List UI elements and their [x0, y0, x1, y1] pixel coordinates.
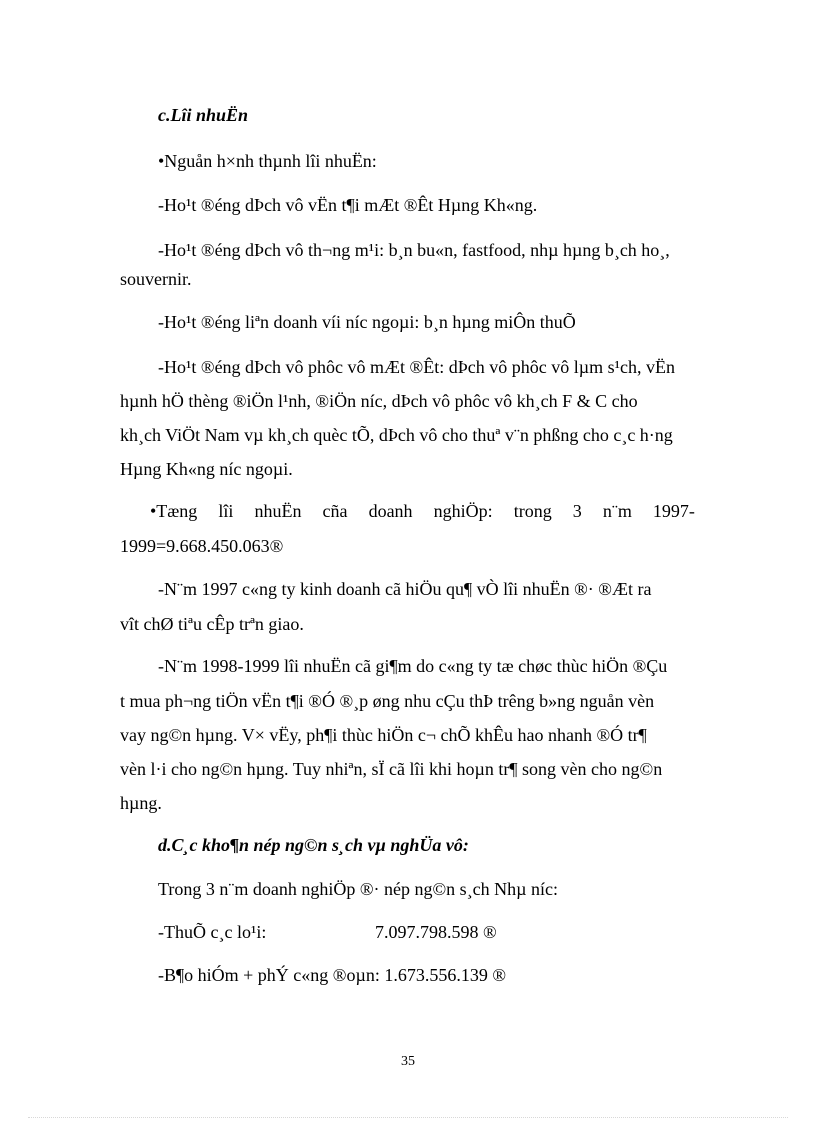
- total-profit-value: 1999=9.668.450.063®: [120, 536, 284, 556]
- para-1998-cont: vay ng©n hµng. V× vËy, ph¶i thùc hiÖn c¬ chÕ khÊu hao nhanh ®Ó tr¶: [120, 725, 647, 745]
- list-item-joint-venture: -Ho¹t ®éng liªn doanh víi níc ngoµi: b¸n hµng miÔn thuÕ: [158, 312, 576, 332]
- word: trong: [513, 501, 552, 521]
- list-item-trade-cont: souvernir.: [120, 269, 192, 289]
- heading-profit: c.Lîi nhuËn: [158, 105, 249, 125]
- word: nghiÖp:: [433, 501, 493, 521]
- word: •Tæng: [150, 501, 198, 521]
- para-1998-cont: vèn l·i cho ng©n hµng. Tuy nhiªn, sÏ cã lîi khi hoµn tr¶ song vèn cho ng©n: [120, 759, 663, 779]
- bullet-total-profit: [150, 500, 695, 522]
- word: 1997-: [652, 501, 695, 521]
- word: doanh: [368, 501, 413, 521]
- word: n¨m: [602, 501, 632, 521]
- list-item-trade: -Ho¹t ®éng dÞch vô th¬ng m¹i: b¸n bu«n, fastfood, nhµ hµng b¸ch ho¸,: [158, 240, 670, 260]
- word: nhuËn: [254, 501, 302, 521]
- para-1998-cont: t mua ph¬ng tiÖn vËn t¶i ®Ó ®¸p øng nhu cÇu thÞ trêng b»ng nguån vèn: [120, 691, 655, 711]
- page-bottom-divider: [28, 1117, 788, 1118]
- para-1997-cont: vît chØ tiªu cÊp trªn giao.: [120, 614, 304, 634]
- word: 3: [572, 501, 582, 521]
- insurance-line: -B¶o hiÓm + phÝ c«ng ®oµn: 1.673.556.139 ®: [158, 965, 507, 985]
- tax-value: 7.097.798.598 ®: [375, 922, 497, 942]
- list-item-ground-service-cont: Hµng Kh«ng níc ngoµi.: [120, 459, 293, 479]
- para-1998-cont: hµng.: [120, 793, 162, 813]
- tax-label: -ThuÕ c¸c lo¹i:: [158, 922, 267, 942]
- word: cña: [322, 501, 348, 521]
- budget-intro: Trong 3 n¨m doanh nghiÖp ®· nép ng©n s¸ch Nhµ níc:: [158, 879, 559, 899]
- list-item-transport: -Ho¹t ®éng dÞch vô vËn t¶i mÆt ®Êt Hµng Kh«ng.: [158, 195, 538, 215]
- para-1998: -N¨m 1998-1999 lîi nhuËn cã gi¶m do c«ng ty tæ chøc thùc hiÖn ®Çu: [158, 656, 668, 676]
- list-item-ground-service-cont: hµnh hÖ thèng ®iÖn l¹nh, ®iÖn níc, dÞch vô phôc vô kh¸ch F & C cho: [120, 391, 638, 411]
- list-item-ground-service: -Ho¹t ®éng dÞch vô phôc vô mÆt ®Êt: dÞch vô phôc vô lµm s¹ch, vËn: [158, 357, 675, 377]
- word: lîi: [218, 501, 234, 521]
- page-number: 35: [401, 1054, 415, 1069]
- para-1997: -N¨m 1997 c«ng ty kinh doanh cã hiÖu qu¶ vÒ lîi nhuËn ®· ®Æt ra: [158, 579, 652, 599]
- bullet-profit-sources: •Nguån h×nh thµnh lîi nhuËn:: [158, 151, 377, 171]
- list-item-ground-service-cont: kh¸ch ViÖt Nam vµ kh¸ch quèc tÕ, dÞch vô cho thuª v¨n phßng cho c¸c h·ng: [120, 425, 673, 445]
- heading-budget: d.C¸c kho¶n nép ng©n s¸ch vµ nghÜa vô:: [158, 835, 469, 855]
